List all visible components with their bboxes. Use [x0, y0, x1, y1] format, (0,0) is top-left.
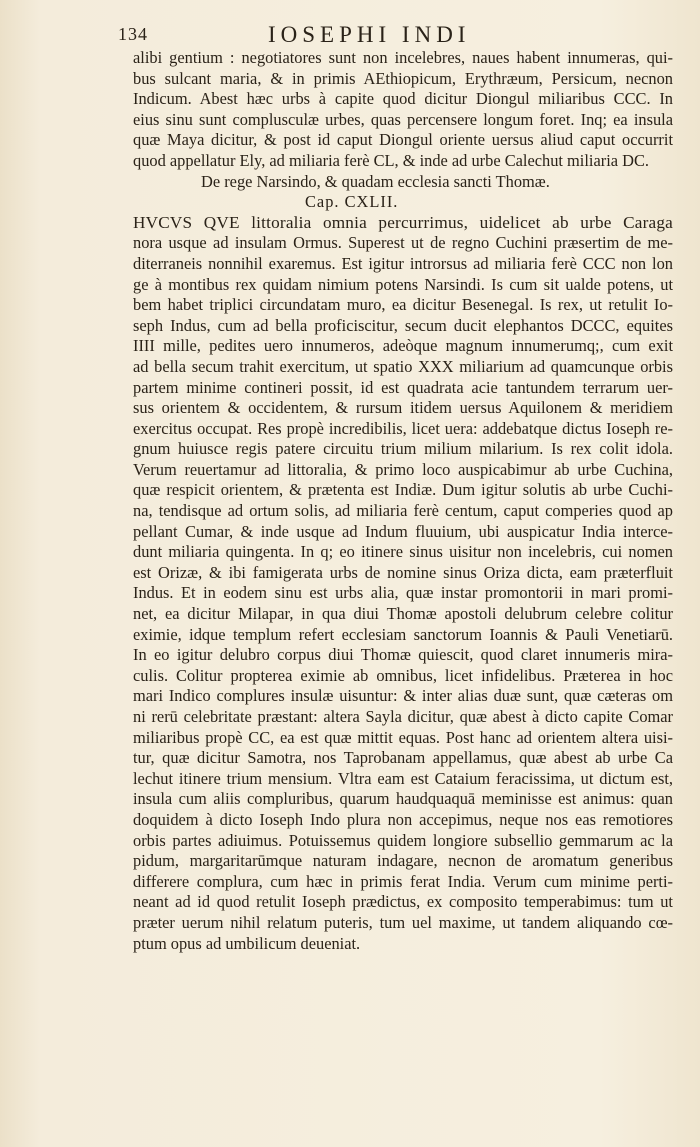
text-line: na, tendisque ad ortum solis, ad miliaria ferè centum, caput comperies quod ap — [133, 501, 673, 521]
text-line: exercitus occupat. Res propè incredibilis, licet uera: addebatque dictus Ioseph re- — [133, 418, 673, 438]
text-line: bus sulcant maria, & in primis AEthiopicum, Erythræum, Persicum, necnon — [133, 68, 673, 88]
text-line: Indicum. Abest hæc urbs à capite quod dicitur Diongul miliaribus CCC. In — [133, 89, 673, 109]
text-line: net, ea dicitur Milapar, in qua diui Thomæ apostoli delubrum celebre colitur — [133, 604, 673, 624]
text-line: doquidem à dicto Ioseph Indo plura non accepimus, neque nos eas remotiores — [133, 809, 673, 829]
text-line: lechut itinere trium mensium. Vltra eam est Cataium feracissima, ut dictum est, — [133, 768, 673, 788]
text-line: partem minime contineri possit, id est quadrata acie tantundem terrarum uer- — [133, 377, 673, 397]
paragraph-2 — [133, 213, 673, 954]
text-line: neant ad id quod retulit Ioseph prædictus, ex composito temperabimus: tum ut — [133, 892, 673, 912]
text-line: nora usque ad insulam Ormus. Superest ut de regno Cuchini præsertim de me- — [133, 233, 673, 253]
text-line: Verum reuertamur ad littoralia, & primo loco auspicabimur ab urbe Cuchina, — [133, 459, 673, 479]
text-line: insula cum aliis compluribus, quarum haudquaquā meminisse est animus: quan — [133, 789, 673, 809]
text-line: IIII mille, pedites uero innumeros, adeòque magnum innumerumq;, cum exit — [133, 336, 673, 356]
text-line: alibi gentium : negotiatores sunt non incelebres, naues habent innumeras, qui- — [133, 48, 673, 67]
text-line: culis. Colitur propterea eximie ab omnibus, licet infidelibus. Præterea in hoc — [133, 665, 673, 685]
text-line: ni rerū celebritate præstant: altera Sayla dicitur, quæ abest à dicto capite Comar — [133, 707, 673, 726]
text-line: orbis partes adiuimus. Potuissemus quidem longiore subsellio gemmarum ac la — [133, 830, 673, 850]
text-line: HVCVS QVE littoralia omnia percurrimus, uidelicet ab urbe Caraga — [133, 212, 673, 232]
page-number: 134 — [118, 24, 148, 44]
text-line: dunt miliaria quingenta. In q; eo itinere sinus uisitur non incelebris, cui nomen — [133, 542, 673, 562]
text-line: est Orizæ, & ibi famigerata urbs de nomine sinus Oriza dicta, eam præterfluit — [133, 562, 673, 582]
text-line: diterraneis nonnihil exaremus. Est igitur introrsus ad miliaria ferè CCC non lon — [133, 253, 673, 273]
text-line: tur, quæ dicitur Samotra, nos Taprobanam appellamus, quæ abest ab urbe Ca — [133, 748, 673, 768]
chapter-number: Cap. CXLII. — [305, 192, 399, 212]
text-line: pellant Cumar, & inde usque ad Indum fluuium, ubi auspicatur India interce- — [133, 521, 673, 541]
text-line: eius sinu sunt complusculæ urbes, quas percensere longum foret. Inq; ea insula — [133, 109, 673, 129]
text-line: differere complura, cum hæc in primis ferat India. Verum cum minime perti- — [133, 871, 673, 891]
chapter-title: De rege Narsindo, & quadam ecclesia sancti Thomæ. — [201, 171, 550, 191]
text-line: præter uerum nihil relatum puteris, tum uel maxime, ut tandem aliquando cœ- — [133, 912, 673, 932]
text-line: seph Indus, cum ad bella proficiscitur, secum ducit elephantos DCCC, equites — [133, 315, 673, 335]
text-line: quæ Maya dicitur, & post id caput Diongul oriente uersus aliud caput occurrit — [133, 130, 673, 150]
running-head: IOSEPHI INDI — [268, 22, 471, 47]
text-line: ptum opus ad umbilicum deueniat. — [133, 933, 361, 953]
text-line: quæ respicit orientem, & prætenta est Indiæ. Dum igitur solutis ab urbe Cuchi- — [133, 480, 673, 500]
text-line: quod appellatur Ely, ad miliaria ferè CL, & inde ad urbe Calechut miliaria DC. — [133, 150, 649, 170]
text-line: eximie, idque templum refert ecclesiam sanctorum Ioannis & Pauli Venetiarū. — [133, 624, 673, 644]
text-line: miliaribus propè CC, ea est quæ mittit equas. Post hanc ad orientem altera uisi- — [133, 727, 673, 747]
text-line: sus orientem & occidentem, & rursum itidem uersus Aquilonem & meridiem — [133, 398, 673, 418]
text-line: ad bella secum trahit exercitum, ut spatio XXX miliarium ad quamcunque orbis — [133, 356, 673, 376]
text-line: bem habet triplici circundatam muro, ea dicitur Besenegal. Is rex, ut retulit Io- — [133, 295, 673, 315]
text-line: ge à montibus rex quidam nimium potens Narsindi. Is cum sit ualde potens, ut — [133, 274, 673, 294]
text-block — [133, 48, 673, 954]
text-line: Indus. Et in eodem sinu est urbs alia, quæ instar promontorii in mari promi- — [133, 583, 673, 603]
text-line: gnum huiusce regis patere circuitu trium milium milarium. Is rex colit idola. — [133, 439, 673, 459]
text-line: pidum, margaritarūmque naturam indagare, necnon de aromatum generibus — [133, 851, 673, 871]
paragraph-1 — [133, 48, 673, 172]
text-line: In eo igitur delubro corpus diui Thomæ quiescit, quod claret innumeris mira- — [133, 645, 673, 665]
text-line: mari Indico complures insulæ uisuntur: & inter alias duæ sunt, quæ cæteras om — [133, 686, 673, 706]
